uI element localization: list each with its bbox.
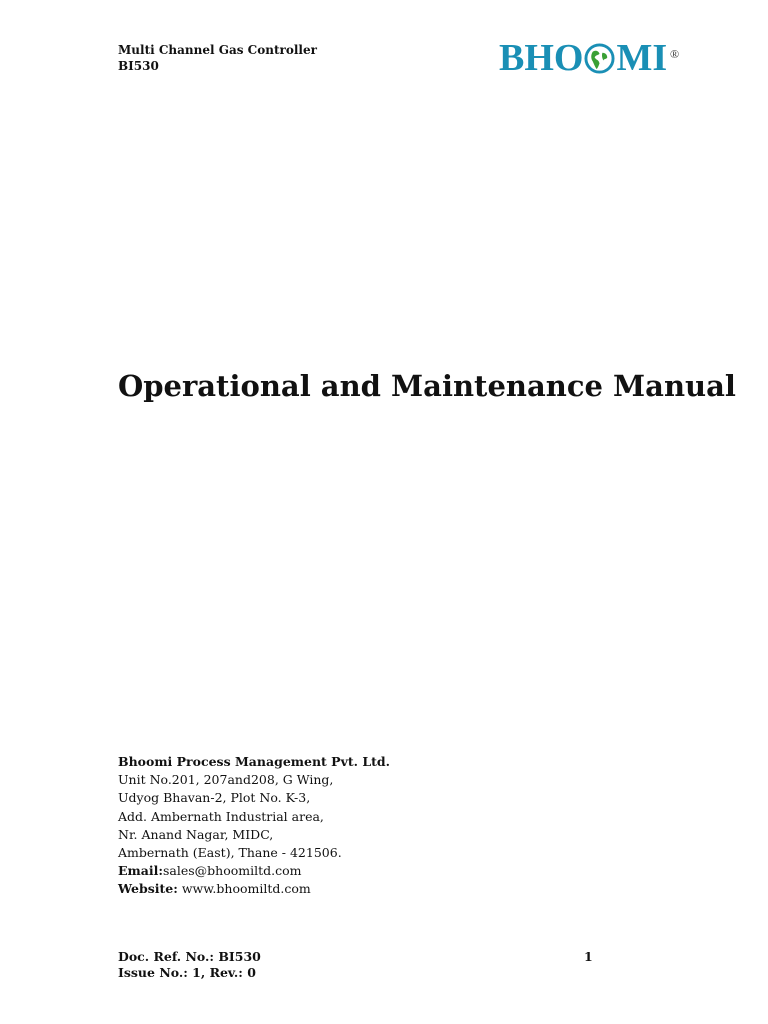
footer-doc-info <box>118 949 261 981</box>
page-number: 1 <box>584 949 593 964</box>
logo-text-end: MI <box>616 37 668 79</box>
doc-ref-number: Doc. Ref. No.: BI530 <box>118 949 261 964</box>
logo-text-start: BHO <box>499 37 584 79</box>
address-line: Udyog Bhavan-2, Plot No. K-3, <box>118 790 311 806</box>
document-title: Operational and Maintenance Manual <box>118 369 736 403</box>
product-name: Multi Channel Gas Controller <box>118 43 317 57</box>
globe-icon <box>584 43 615 74</box>
company-name: Bhoomi Process Management Pvt. Ltd. <box>118 754 390 769</box>
running-header <box>118 42 317 74</box>
website-label: Website: <box>118 881 178 897</box>
issue-revision: Issue No.: 1, Rev.: 0 <box>118 965 256 980</box>
address-line: Unit No.201, 207and208, G Wing, <box>118 772 334 788</box>
address-line: Nr. Anand Nagar, MIDC, <box>118 826 274 842</box>
address-line: Add. Ambernath Industrial area, <box>118 808 324 824</box>
company-logo <box>499 36 680 80</box>
address-line: Ambernath (East), Thane - 421506. <box>118 845 342 861</box>
company-address-block <box>118 753 390 899</box>
email-label: Email: <box>118 863 163 879</box>
email-line <box>118 862 390 880</box>
website-line <box>118 880 390 898</box>
product-model: BI530 <box>118 59 159 73</box>
email-value: sales@bhoomiltd.com <box>162 863 302 879</box>
registered-mark: ® <box>670 47 680 61</box>
website-value: www.bhoomiltd.com <box>177 881 311 897</box>
